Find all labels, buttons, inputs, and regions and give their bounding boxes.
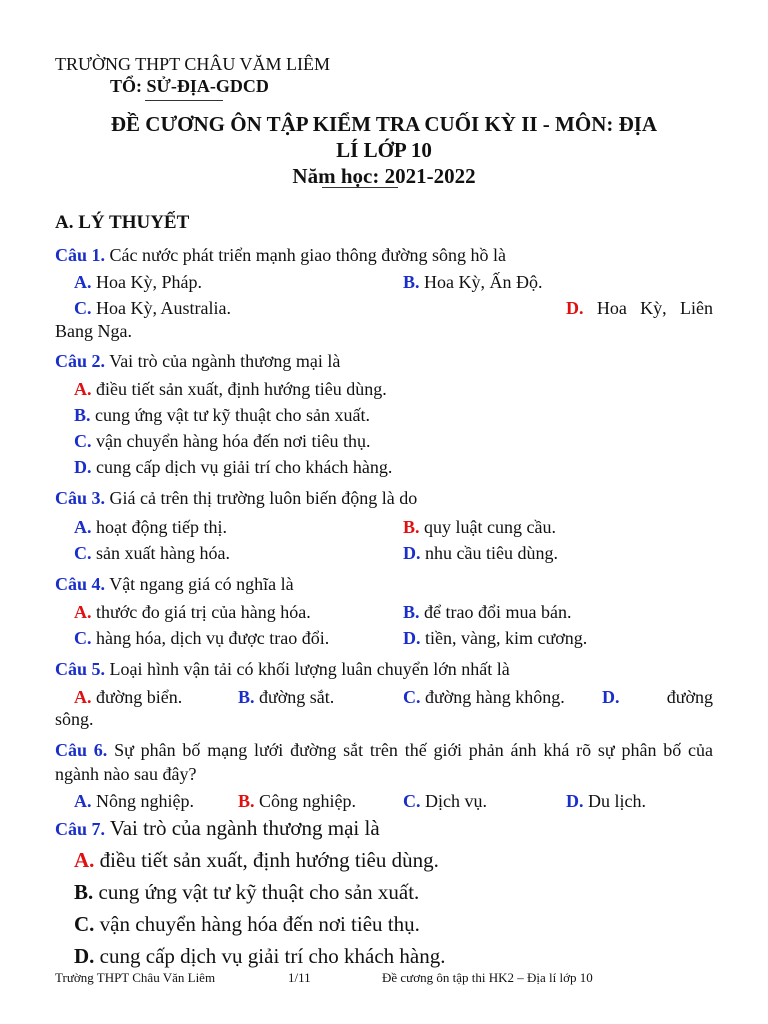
option-text: hoạt động tiếp thị. xyxy=(91,517,227,537)
option-text: Nông nghiệp. xyxy=(91,791,194,811)
option-label: B. xyxy=(238,791,255,811)
option-text: vận chuyển hàng hóa đến nơi tiêu thụ. xyxy=(91,431,371,451)
option-text: Hoa Kỳ, Ấn Độ. xyxy=(419,272,543,292)
option-text: để trao đổi mua bán. xyxy=(419,602,572,622)
option-d-continued: sông. xyxy=(55,709,94,729)
option-d xyxy=(566,298,713,319)
option-d xyxy=(403,543,558,564)
option-label: A. xyxy=(74,687,92,707)
school-name: TRƯỜNG THPT CHÂU VĂM LIÊM xyxy=(55,54,330,74)
question-5 xyxy=(55,657,713,681)
option-label: D. xyxy=(403,628,421,648)
option-a xyxy=(74,379,387,400)
option-text: Hoa Kỳ, Australia. xyxy=(91,298,231,318)
option-label: C. xyxy=(74,298,92,318)
school-year: Năm học: 2021-2022 xyxy=(292,164,476,188)
option-d xyxy=(602,687,713,708)
option-text: cung cấp dịch vụ giải trí cho khách hàng. xyxy=(94,944,446,968)
section-heading: A. LÝ THUYẾT xyxy=(55,212,190,233)
question-text: Sự phân bố mạng lưới đường sắt trên thế giới phản ánh khá rõ sự phân bố của ngành nào sau đây? xyxy=(55,740,714,784)
footer-title: Đề cương ôn tập thi HK2 – Địa lí lớp 10 xyxy=(382,970,593,985)
option-c xyxy=(403,791,487,812)
option-text: vận chuyển hàng hóa đến nơi tiêu thụ. xyxy=(94,912,420,936)
option-text: Dịch vụ. xyxy=(420,791,487,811)
option-b xyxy=(74,880,419,905)
question-7 xyxy=(55,816,713,841)
option-text: cung ứng vật tư kỹ thuật cho sản xuất. xyxy=(90,405,370,425)
page-number: 1/11 xyxy=(288,970,311,985)
option-c xyxy=(74,628,329,649)
option-label: B. xyxy=(403,272,420,292)
option-a xyxy=(74,687,182,708)
option-a xyxy=(74,602,311,623)
document-title-line2: LÍ LỚP 10 xyxy=(336,138,432,162)
option-text: cung ứng vật tư kỹ thuật cho sản xuất. xyxy=(93,880,420,904)
option-label: B. xyxy=(403,602,420,622)
option-text: đường hàng không. xyxy=(420,687,565,707)
option-label: B. xyxy=(74,405,91,425)
option-text: hàng hóa, dịch vụ được trao đổi. xyxy=(91,628,330,648)
option-d xyxy=(74,457,392,478)
option-label: A. xyxy=(74,379,92,399)
option-text: quy luật cung cầu. xyxy=(419,517,556,537)
question-text: Giá cả trên thị trường luôn biến động là do xyxy=(105,488,418,508)
option-b xyxy=(74,405,370,426)
option-a xyxy=(74,517,227,538)
option-c xyxy=(74,543,230,564)
question-text: Loại hình vận tải có khối lượng luân chuyển lớn nhất là xyxy=(105,659,510,679)
option-label: D. xyxy=(74,457,92,477)
option-label: D. xyxy=(566,298,584,318)
department-name: TỔ: SỬ-ĐỊA-GDCD xyxy=(110,76,269,96)
option-c xyxy=(74,431,370,452)
question-text: Vai trò của ngành thương mại là xyxy=(105,816,380,840)
option-text: đường xyxy=(666,687,713,707)
option-label: B. xyxy=(74,880,94,904)
option-text: đường sắt. xyxy=(254,687,335,707)
option-label: A. xyxy=(74,517,92,537)
option-text: Du lịch. xyxy=(583,791,646,811)
option-label: A. xyxy=(74,791,92,811)
divider xyxy=(145,100,223,101)
option-label: D. xyxy=(602,687,620,707)
option-label: D. xyxy=(74,944,95,968)
option-d-continued: Bang Nga. xyxy=(55,321,132,341)
option-label: D. xyxy=(566,791,584,811)
question-2 xyxy=(55,349,713,373)
option-text: Hoa Kỳ, Pháp. xyxy=(91,272,202,292)
option-d xyxy=(403,628,587,649)
option-b xyxy=(238,687,334,708)
question-text: Vật ngang giá có nghĩa là xyxy=(105,574,294,594)
question-number: Câu 1. xyxy=(55,245,106,265)
question-number: Câu 5. xyxy=(55,659,106,679)
option-d xyxy=(566,791,646,812)
option-label: A. xyxy=(74,848,95,872)
question-number: Câu 2. xyxy=(55,351,106,371)
question-number: Câu 6. xyxy=(55,740,108,760)
option-label: B. xyxy=(403,517,420,537)
option-c xyxy=(74,912,420,937)
document-title-line1: ĐỀ CƯƠNG ÔN TẬP KIỂM TRA CUỐI KỲ II - MÔN: ĐỊA xyxy=(110,112,658,136)
question-4 xyxy=(55,572,713,596)
option-label: B. xyxy=(238,687,255,707)
option-label: C. xyxy=(74,431,92,451)
option-b xyxy=(403,272,543,293)
option-text: cung cấp dịch vụ giải trí cho khách hàng. xyxy=(91,457,393,477)
option-d xyxy=(74,944,445,969)
option-text: thước đo giá trị của hàng hóa. xyxy=(91,602,311,622)
option-label: C. xyxy=(74,912,95,936)
question-text: Vai trò của ngành thương mại là xyxy=(105,351,341,371)
option-text: điều tiết sản xuất, định hướng tiêu dùng. xyxy=(91,379,387,399)
option-label: C. xyxy=(403,791,421,811)
option-c xyxy=(403,687,565,708)
question-text: Các nước phát triển mạnh giao thông đường sông hồ là xyxy=(105,245,506,265)
option-label: C. xyxy=(74,543,92,563)
question-number: Câu 4. xyxy=(55,574,106,594)
option-label: A. xyxy=(74,602,92,622)
option-b xyxy=(403,517,556,538)
option-text: tiền, vàng, kim cương. xyxy=(420,628,588,648)
option-label: C. xyxy=(74,628,92,648)
option-text: đường biển. xyxy=(91,687,183,707)
option-label: A. xyxy=(74,272,92,292)
footer-school: Trường THPT Châu Văn Liêm xyxy=(55,970,216,985)
question-3 xyxy=(55,486,713,510)
question-number: Câu 3. xyxy=(55,488,106,508)
option-text: sản xuất hàng hóa. xyxy=(91,543,230,563)
option-text: nhu cầu tiêu dùng. xyxy=(420,543,558,563)
option-text: Hoa Kỳ, Liên xyxy=(583,298,713,318)
divider xyxy=(322,187,398,188)
option-label: D. xyxy=(403,543,421,563)
option-text: điều tiết sản xuất, định hướng tiêu dùng. xyxy=(94,848,439,872)
option-a xyxy=(74,791,194,812)
option-label: C. xyxy=(403,687,421,707)
option-b xyxy=(238,791,356,812)
option-a xyxy=(74,272,202,293)
option-b xyxy=(403,602,571,623)
option-a xyxy=(74,848,439,873)
option-c xyxy=(74,298,231,319)
question-1 xyxy=(55,243,713,267)
question-6 xyxy=(55,738,713,786)
question-number: Câu 7. xyxy=(55,819,106,839)
option-text: Công nghiệp. xyxy=(254,791,357,811)
